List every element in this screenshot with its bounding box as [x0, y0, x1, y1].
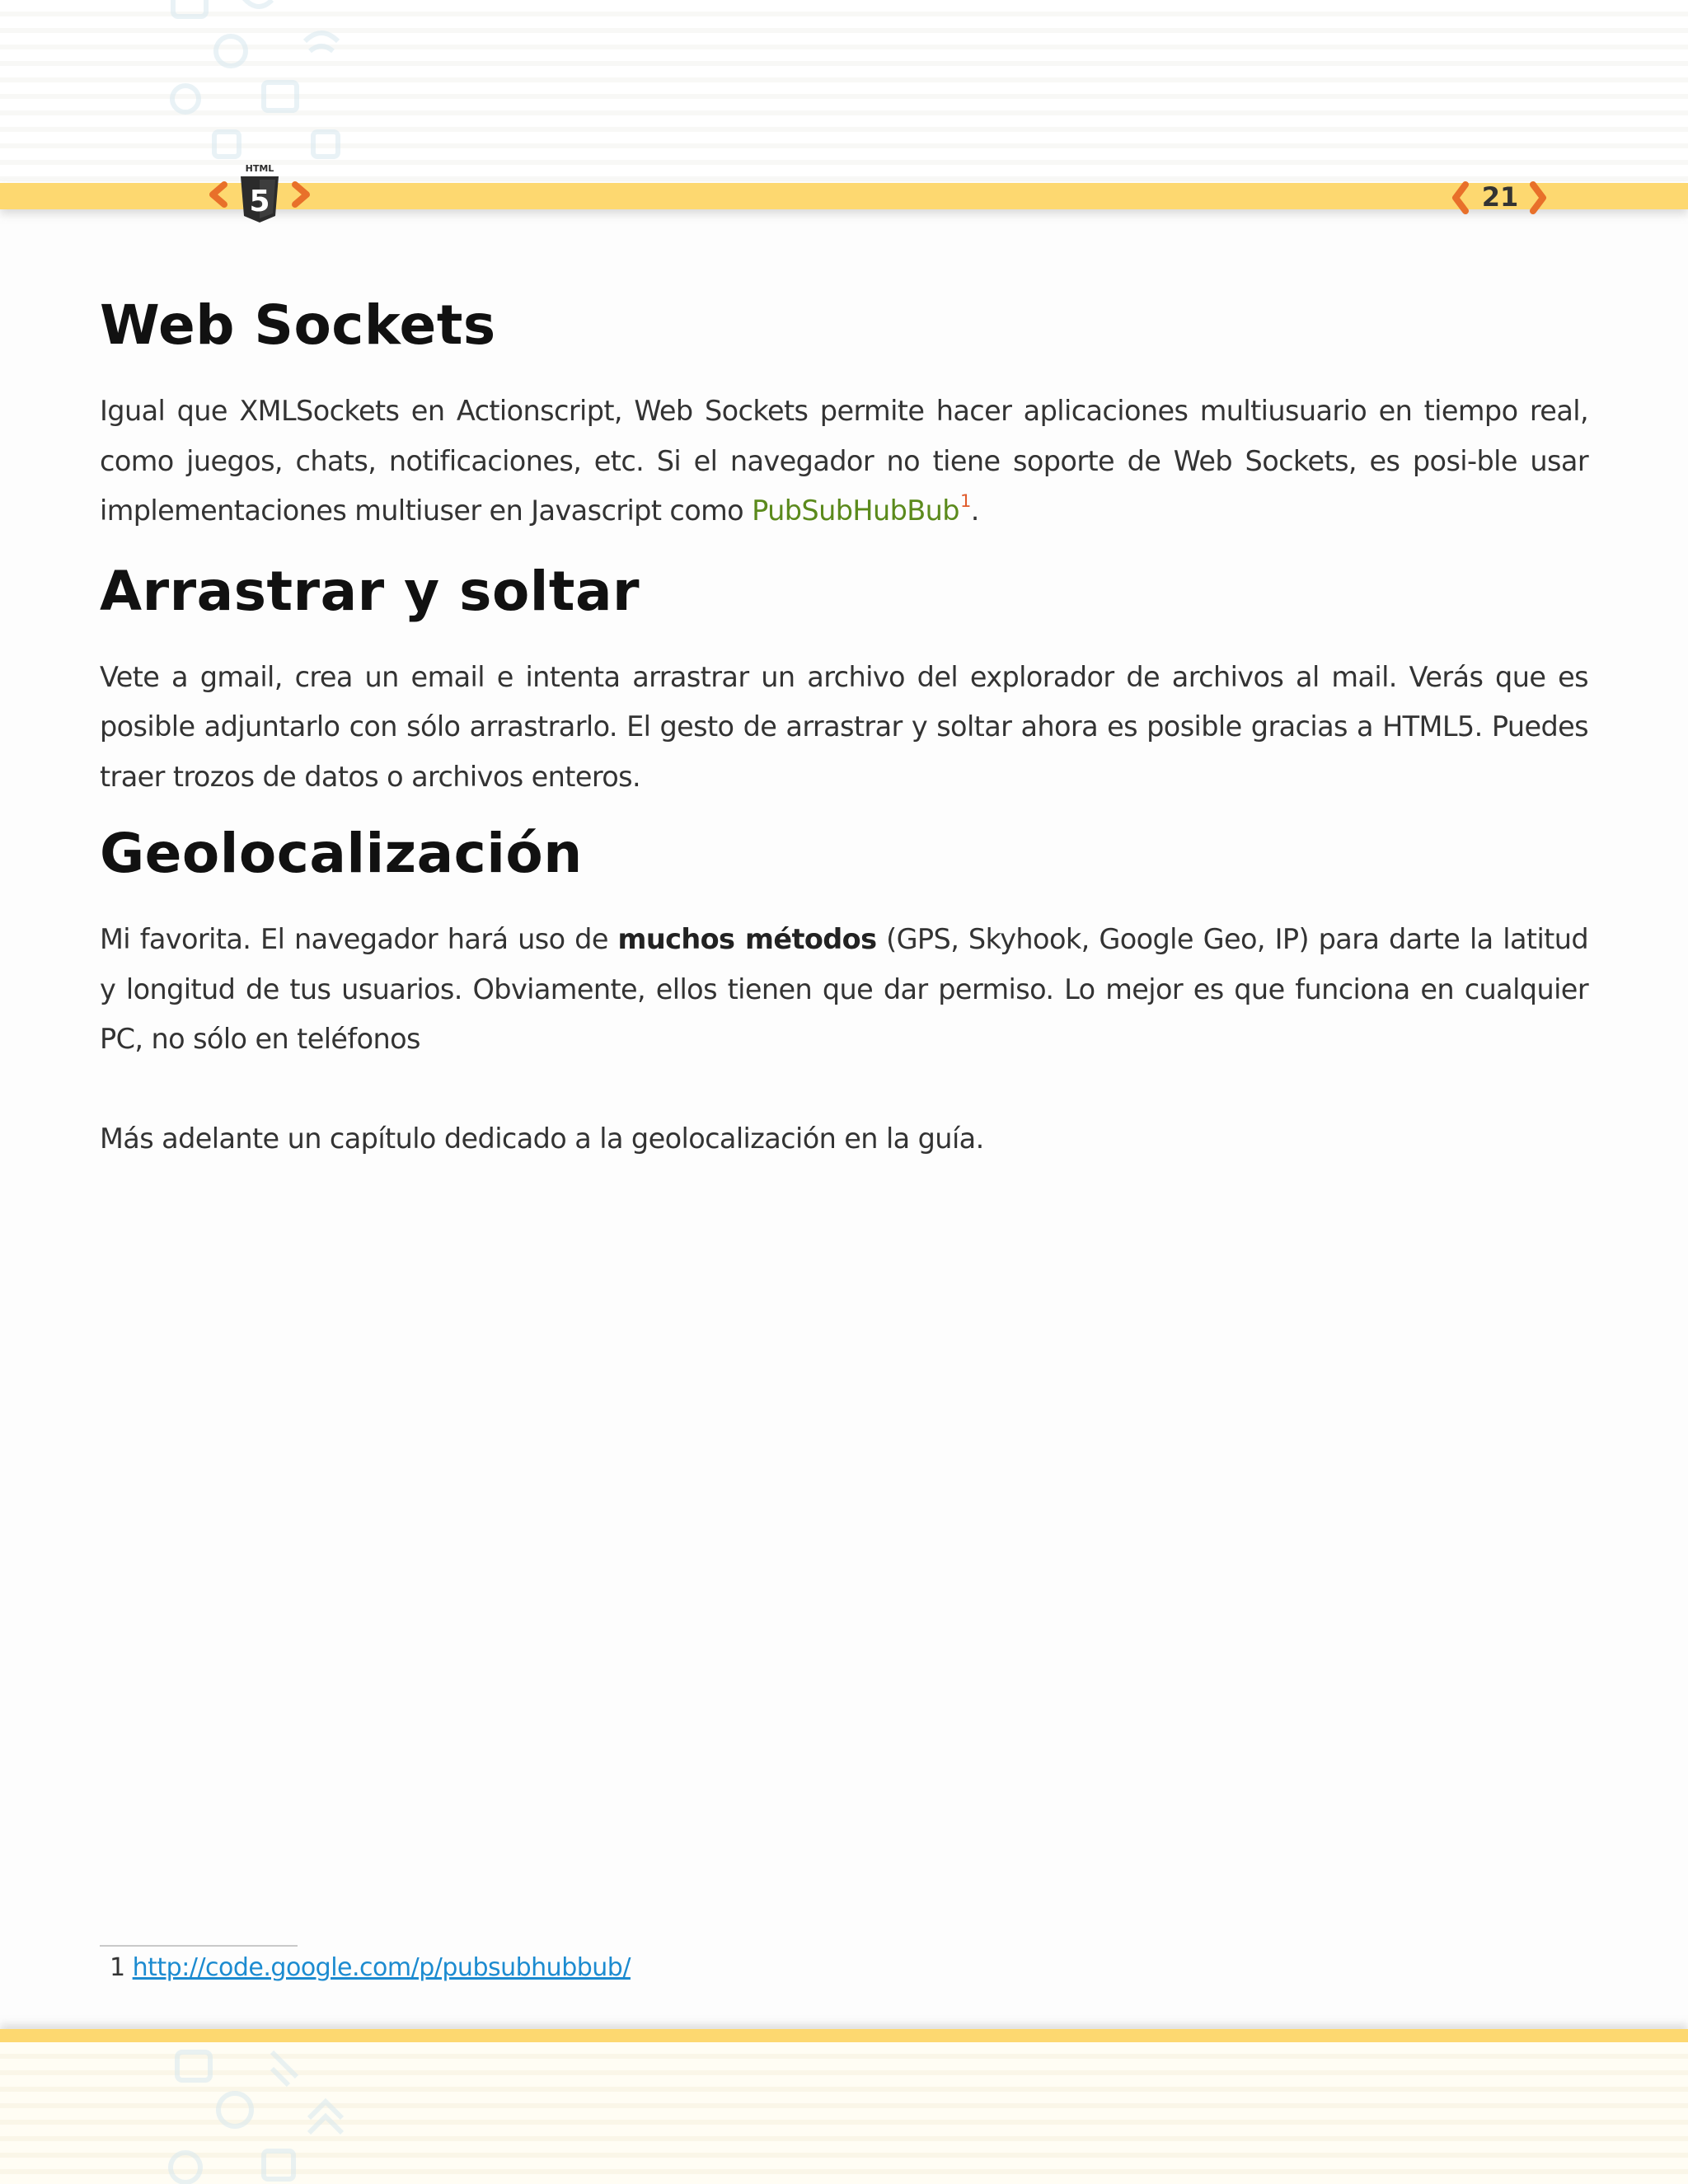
footnote-ref[interactable]: 1	[959, 491, 971, 511]
html5-shield-icon	[206, 158, 313, 226]
paragraph-text-end: (GPS, Skyhook, Google Geo, IP) para darte la latitud y longitud de tus usuarios. Obviamente, ellos tienen que dar permiso. Lo mejor es que funciona en cualquier PC, no sólo en teléfonos	[100, 923, 1588, 1055]
paragraph-text-end: .	[970, 494, 979, 527]
paragraph-web-sockets	[100, 387, 1588, 540]
page-content	[100, 280, 1588, 1164]
background-tech-icons	[157, 0, 371, 165]
background-tech-icons-footer	[157, 2036, 371, 2184]
background-tech-icon	[239, 0, 272, 7]
svg-text:5: 5	[249, 185, 270, 218]
chevron-right-icon	[295, 185, 307, 204]
footnote-divider	[100, 1945, 298, 1947]
background-tech-icon	[173, 0, 206, 16]
bold-emphasis: muchos métodos	[617, 923, 877, 955]
chevron-left-icon	[213, 185, 224, 204]
page-number: 21	[1481, 181, 1519, 213]
footnote-link[interactable]: http://code.google.com/p/pubsubhubbub/	[132, 1953, 631, 1982]
chevron-right-icon	[1525, 180, 1550, 216]
background-tech-icon	[172, 86, 199, 112]
background-tech-icon	[264, 2151, 293, 2179]
paragraph-mas-adelante: Más adelante un capítulo dedicado a la geolocalización en la guía.	[100, 1122, 984, 1155]
footnote-number: 1	[110, 1953, 125, 1982]
background-tech-icon	[272, 2052, 297, 2085]
section-title-geolocalizacion: Geolocalización	[100, 822, 583, 885]
background-tech-icon	[264, 82, 297, 110]
background-tech-icon	[171, 2153, 200, 2182]
chevron-left-icon	[1449, 180, 1474, 216]
background-tech-icon	[218, 2093, 251, 2126]
section-title-web-sockets: Web Sockets	[100, 293, 496, 357]
html5-logo	[206, 158, 313, 226]
paragraph-arrastrar-y-soltar: Vete a gmail, crea un email e intenta arrastrar un archivo del explorador de archivos al mail. Verás que es posible adjuntarlo con sólo arrastrarlo. El gesto de arrastrar y soltar ahora es posible gracias a HTML5. Puedes traer trozos de datos o archivos enteros.	[100, 660, 1588, 793]
paragraph-text: Mi favorita. El navegador hará uso de	[100, 923, 618, 955]
svg-text:HTML: HTML	[245, 163, 274, 174]
background-tech-icon	[214, 132, 239, 157]
background-tech-icon	[309, 2102, 342, 2133]
background-tech-icon	[313, 132, 338, 157]
pubsubhubbub-link[interactable]: PubSubHubBub	[752, 494, 959, 527]
footnote	[110, 1953, 631, 1982]
paragraph-text: Igual que XMLSockets en Actionscript, Web Sockets permite hacer aplicaciones multiusuario en tiempo real, como juegos, chats, notificaciones, etc. Si el navegador no tiene soporte de Web Sockets, es posi-ble usar implementaciones multiuser en Javascript como	[100, 395, 1588, 527]
background-tech-icon	[305, 33, 338, 51]
paragraph-geolocalizacion	[100, 915, 1588, 1065]
page-number-badge	[1449, 175, 1552, 221]
background-tech-icon	[216, 36, 246, 66]
section-title-arrastrar-y-soltar: Arrastrar y soltar	[100, 559, 640, 623]
background-tech-icon	[177, 2052, 210, 2080]
